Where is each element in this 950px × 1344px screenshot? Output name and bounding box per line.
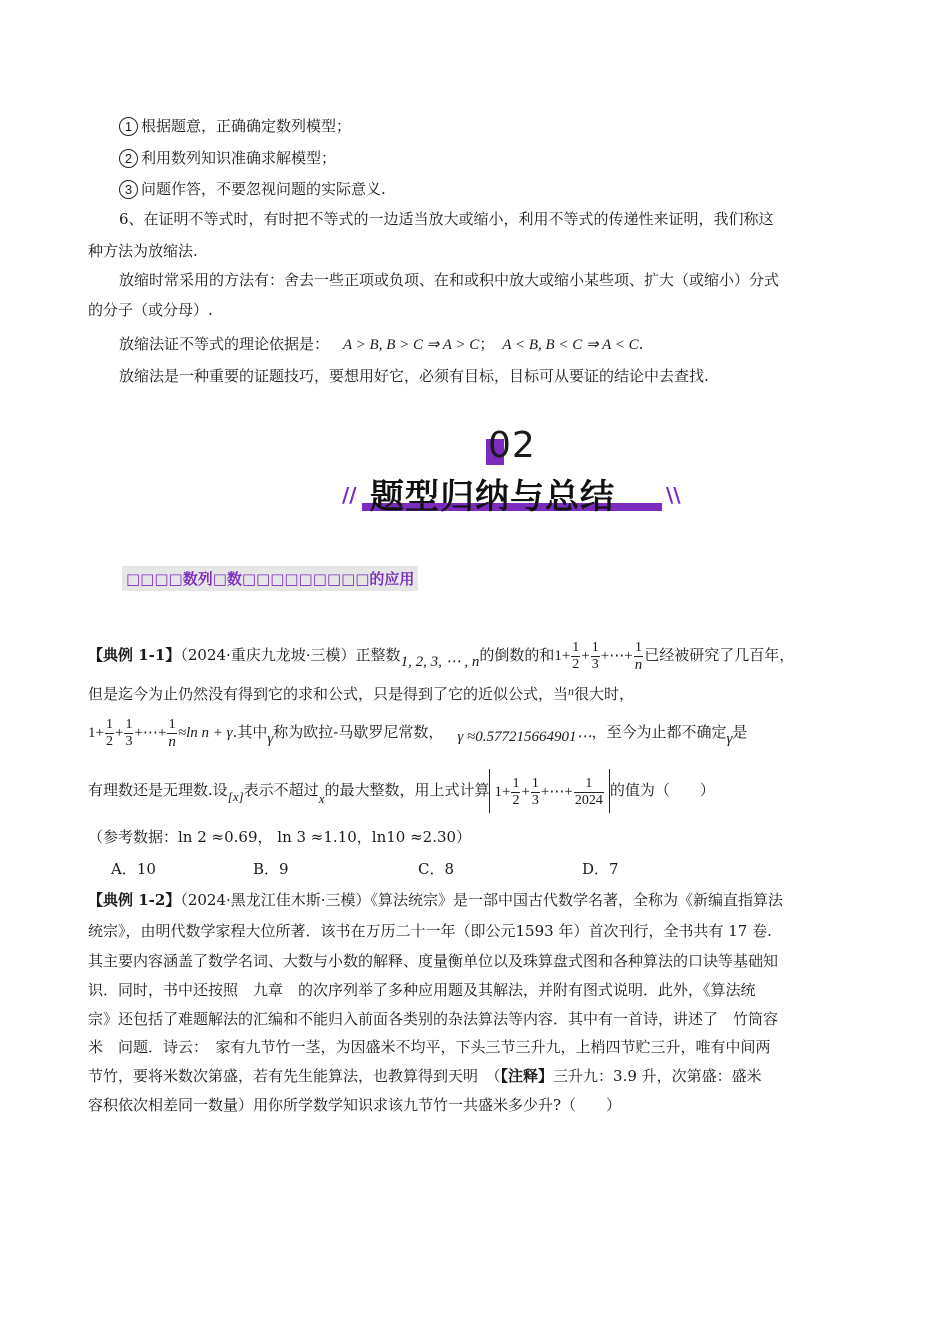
example2-line2: 统宗》，由明代数学家程大位所著．该书在万历二十一年（即公元1593 年）首次刊行，全书共有 17 卷. [88,922,772,940]
banner-number: 02 [488,425,536,466]
list-item: 2 利用数列知识准确求解模型； [119,147,336,169]
circled-number: 1 [119,117,138,136]
example2-line1: 【典例 1-2】（2024·黑龙江佳木斯·三模）《算法统宗》是一部中国古代数学名著，全称为《新编直指算法 [88,891,784,909]
basis-formula-2: A < B, B < C ⇒ A < C [502,337,639,353]
basis-line: 放缩法证不等式的理论依据是： A > B, B > C ⇒ A > C； A < B, B < C ⇒ A < C. [119,335,644,353]
example2-line6: 米 问题．诗云： 家有九节竹一茎，为因盛米不均平，下头三节三升九，上梢四节贮三升，唯有中间两 [88,1038,771,1056]
reference-data: （参考数据：ln 2 ≈0.69， ln 3 ≈1.10，ln10 ≈2.30） [88,828,472,846]
technique-line: 放缩法是一种重要的证题技巧，要想用好它，必须有目标，目标可从要证的结论中去查找. [119,367,709,385]
paragraph-6-line2: 种方法为放缩法. [88,242,198,260]
method-line2: 的分子（或分母）. [88,301,213,319]
example-label: 【典例 1-1】 [88,646,181,664]
double-slash-left-icon: // [342,483,357,507]
option-a[interactable]: A．10 [111,860,156,878]
option-b[interactable]: B．9 [253,860,289,878]
section-banner [340,425,680,515]
example2-line3: 其主要内容涵盖了数学名词、大数与小数的解释、度量衡单位以及珠算盘式图和各种算法的口诀等基础知 [88,952,779,970]
banner-title: 题型归纳与总结 [370,477,615,517]
example2-line8: 容积依次相差同一数量）用你所学数学知识求该九节竹一共盛米多少升?（ ） [88,1096,622,1114]
basis-formula-1: A > B, B > C ⇒ A > C [343,337,480,353]
example1-line1: 【典例 1-1】（2024·重庆九龙坡·三模）正整数1, 2, 3, ⋯ , n的倒数的和1+ $\frac{1}{2}$ + $\frac{1}{3}$ +⋯+ $\frac{1}{n}$ 已经被研究了几百年， [88,639,795,673]
paragraph-6-line1: 6、在证明不等式时，有时把不等式的一边适当放大或缩小，利用不等式的传递性来证明，我们称这 [119,210,774,228]
section-title: □□□□数列□数□□□□□□□□□的应用 [122,566,418,591]
example1-line4: 有理数还是无理数.设[x]表示不超过x的最大整数，用上式计算 1+ $\frac{1}{2}$ + $\frac{1}{3}$ +⋯+ $\frac{1}{2024}$ 的值为（ ） [88,766,715,823]
example1-line2: 但是迄今为止仍然没有得到它的求和公式，只是得到了它的近似公式，当$^n$很大时， [88,684,635,703]
example2-line7: 节竹，要将米数次第盛，若有先生能算法，也教算得到天明 （【注释】三升九：3.9 升，次第盛：盛米 [88,1067,762,1085]
example2-line5: 宗》还包括了难题解法的汇编和不能归入前面各类别的杂法算法等内容．其中有一首诗，讲述了 竹筒容 [88,1010,779,1028]
option-d[interactable]: D．7 [582,860,619,878]
list-item: 3 问题作答，不要忽视问题的实际意义. [119,178,386,200]
option-c[interactable]: C．8 [418,860,455,878]
example2-line4: 识．同时，书中还按照 九章 的次序列举了多种应用题及其解法，并附有图式说明．此外，《算法统 [88,981,756,999]
double-slash-right-icon: \\ [666,483,681,507]
circled-number: 3 [119,180,138,199]
example1-line3: 1+ $\frac{1}{2}$ + $\frac{1}{3}$ +⋯+ $\frac{1}{n}$ ≈ln n + γ.其中γ称为欧拉-马歇罗尼常数， γ ≈0.577215664901⋯，至今为止都不确定γ是 [88,716,748,750]
list-item: 1 根据题意，正确确定数列模型； [119,115,351,137]
circled-number: 2 [119,149,138,168]
example-label: 【典例 1-2】 [88,891,181,909]
method-line1: 放缩时常采用的方法有：舍去一些正项或负项、在和或积中放大或缩小某些项、扩大（或缩小）分式 [119,271,780,289]
floor-bracket: 1+ $\frac{1}{2}$ + $\frac{1}{3}$ +⋯+ $\frac{1}{2024}$ [489,769,609,813]
